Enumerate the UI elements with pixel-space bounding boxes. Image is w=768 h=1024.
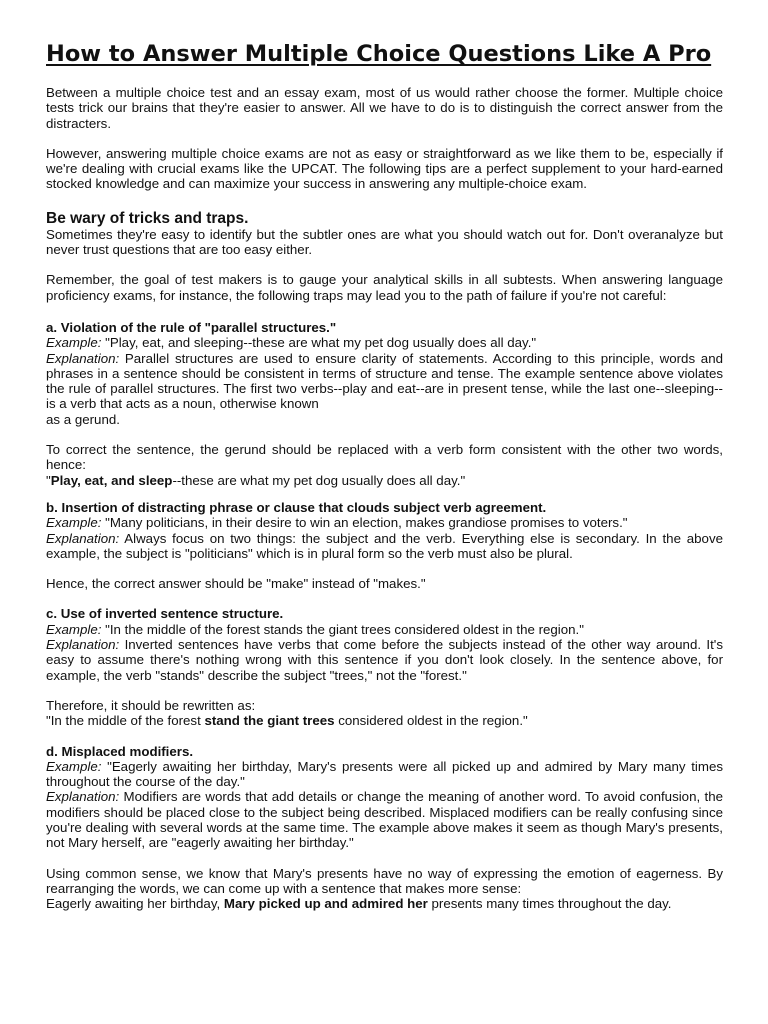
explanation-label: Explanation:	[46, 637, 120, 653]
trap-c-explanation: Explanation: Inverted sentences have verbs that come before the subjects instead of the other way around. It's easy to assume there's nothing wrong with this sentence if you don't look closely. In the sentence above, for example, the verb "stands" describe the subject "trees," not the "forest."	[46, 637, 723, 683]
example-label: Example:	[46, 335, 102, 351]
trap-b-explanation: Explanation: Always focus on two things: the subject and the verb. Everything else is secondary. In the above example, the subject is "politicians" which is in plural form so the verb must also be plural.	[46, 530, 723, 561]
trap-b-heading: b. Insertion of distracting phrase or clause that clouds subject verb agreement.	[46, 499, 547, 515]
trap-d-fixed-sentence: Eagerly awaiting her birthday, Mary picked up and admired her presents many times throughout the day.	[46, 896, 672, 912]
trap-d-explanation: Explanation: Modifiers are words that add details or change the meaning of another word. To avoid confusion, the modifiers should be placed close to the subject being described. Misplaced modifiers can be really confusing since you're dealing with several words at the same time. The example above makes it seem as though Mary's presents, not Mary herself, are "eagerly awaiting her birthday."	[46, 789, 723, 851]
section-paragraph-2: Remember, the goal of test makers is to gauge your analytical skills in all subtests. When answering language proficiency exams, for instance, the following traps may lead you to the path of failure if you're not careful:	[46, 272, 723, 303]
intro-paragraph-1: Between a multiple choice test and an essay exam, most of us would rather choose the former. Multiple choice tests trick our brains that they're easier to answer. All we have to do is to distinguish the correct answer from the distracters.	[46, 85, 723, 131]
example-label: Example:	[46, 515, 102, 531]
trap-d-example: Example: "Eagerly awaiting her birthday, Mary's presents were all picked up and admired by Mary many times throughout the course of the day."	[46, 758, 723, 790]
trap-c-fixed-sentence: "In the middle of the forest stand the giant trees considered oldest in the region."	[46, 713, 528, 729]
example-label: Example:	[46, 758, 102, 774]
trap-a-explanation: Explanation: Parallel structures are used to ensure clarity of statements. According to this principle, words and phrases in a sentence should be consistent in terms of structure and tense. The example sentence above violates the rule of parallel structures. The first two verbs--play and eat--are in present tense, while the last one--sleeping--is a verb that acts as a noun, otherwise known	[46, 350, 723, 412]
trap-c-example: Example: "In the middle of the forest stands the giant trees considered oldest in the region."	[46, 621, 584, 637]
trap-c-therefore: Therefore, it should be rewritten as:	[46, 697, 256, 713]
explanation-label: Explanation:	[46, 530, 120, 546]
trap-a-heading: a. Violation of the rule of "parallel structures."	[46, 319, 337, 335]
section-heading: Be wary of tricks and traps.	[46, 209, 249, 227]
trap-a-fixed-sentence: "Play, eat, and sleep--these are what my pet dog usually does all day."	[46, 472, 466, 488]
explanation-label: Explanation:	[46, 789, 120, 805]
trap-d-heading: d. Misplaced modifiers.	[46, 743, 194, 759]
trap-b-hence: Hence, the correct answer should be "make" instead of "makes."	[46, 576, 426, 592]
example-label: Example:	[46, 621, 102, 637]
trap-a-example: Example: "Play, eat, and sleeping--these are what my pet dog usually does all day."	[46, 335, 537, 351]
explanation-label: Explanation:	[46, 350, 120, 366]
section-paragraph-1: Sometimes they're easy to identify but the subtler ones are what you should watch out for. Don't overanalyze but never trust questions that are too easy either.	[46, 226, 723, 258]
document-body	[46, 85, 723, 911]
page-title: How to Answer Multiple Choice Questions Like A Pro	[46, 41, 712, 67]
trap-a-explanation-end: as a gerund.	[46, 411, 120, 427]
trap-a-correction: To correct the sentence, the gerund should be replaced with a verb form consistent with the other two words, hence:	[46, 442, 723, 473]
trap-b-example: Example: "Many politicians, in their desire to win an election, makes grandiose promises to voters."	[46, 515, 628, 531]
trap-c-heading: c. Use of inverted sentence structure.	[46, 606, 284, 622]
trap-d-common-sense: Using common sense, we know that Mary's presents have no way of expressing the emotion of eagerness. By rearranging the words, we can come up with a sentence that makes more sense:	[46, 865, 723, 896]
intro-paragraph-2: However, answering multiple choice exams are not as easy or straightforward as we like them to be, especially if we're dealing with crucial exams like the UPCAT. The following tips are a perfect supplement to your hard-earned stocked knowledge and can maximize your success in answering any multiple-choice exam.	[46, 145, 723, 192]
